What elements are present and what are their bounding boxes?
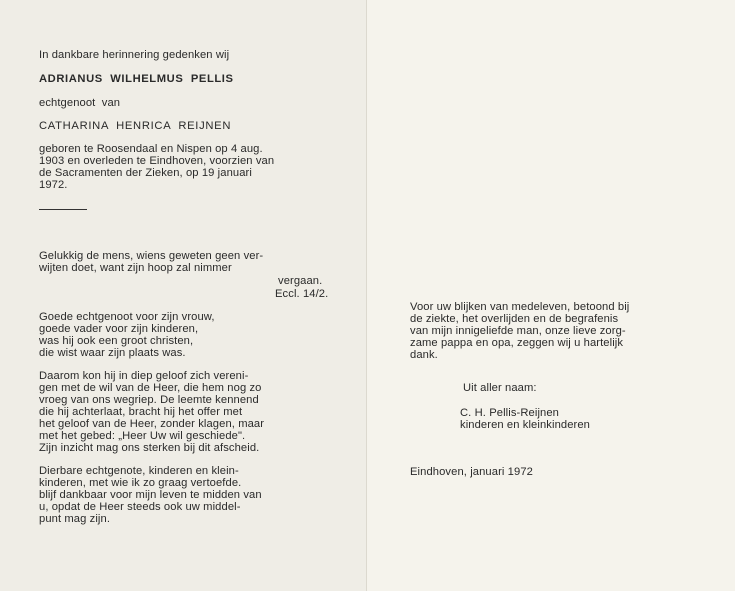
fold-line	[366, 0, 367, 591]
paragraph1-line: die wist waar zijn plaats was.	[39, 347, 186, 359]
intro-text: In dankbare herinnering gedenken wij	[39, 49, 230, 61]
bio-line: 1972.	[39, 179, 68, 191]
paragraph2-line: gen met de wil van de Heer, die hem nog zo	[39, 382, 262, 394]
on-behalf-text: Uit aller naam:	[463, 382, 537, 394]
quote-line: wijten doet, want zijn hoop zal nimmer	[39, 262, 232, 274]
quote-line-end: vergaan.	[278, 275, 323, 287]
right-page	[366, 0, 735, 591]
paragraph2-line: met het gebed: „Heer Uw wil geschiede".	[39, 430, 246, 442]
signature-line: C. H. Pellis-Reijnen	[460, 407, 559, 419]
left-page	[0, 0, 366, 591]
paragraph2-line: het geloof van de Heer, zonder klagen, maar	[39, 418, 265, 430]
bio-line: geboren te Roosendaal en Nispen op 4 aug.	[39, 143, 263, 155]
paragraph2-line: Daarom kon hij in diep geloof zich vereni-	[39, 370, 249, 382]
paragraph1-line: goede vader voor zijn kinderen,	[39, 323, 199, 335]
paragraph1-line: was hij ook een groot christen,	[39, 335, 194, 347]
spouse-name: CATHARINA HENRICA REIJNEN	[39, 120, 232, 132]
bio-line: 1903 en overleden te Eindhoven, voorzien van	[39, 155, 275, 167]
thanks-line: Voor uw blijken van medeleven, betoond bij	[410, 301, 630, 313]
thanks-line: van mijn innigeliefde man, onze lieve zorg-	[410, 325, 626, 337]
thanks-line: dank.	[410, 349, 438, 361]
paragraph1-line: Goede echtgenoot voor zijn vrouw,	[39, 311, 215, 323]
paragraph2-line: vroeg van ons wegriep. De leemte kennend	[39, 394, 259, 406]
quote-line: Gelukkig de mens, wiens geweten geen ver-	[39, 250, 264, 262]
paragraph2-line: die hij achterlaat, bracht hij het offer met	[39, 406, 243, 418]
paragraph3-line: u, opdat de Heer steeds ook uw middel-	[39, 501, 241, 513]
deceased-name: ADRIANUS WILHELMUS PELLIS	[39, 73, 234, 85]
paragraph3-line: blijf dankbaar voor mijn leven te midden van	[39, 489, 262, 501]
place-date: Eindhoven, januari 1972	[410, 466, 533, 478]
paragraph3-line: Dierbare echtgenote, kinderen en klein-	[39, 465, 239, 477]
paragraph2-line: Zijn inzicht mag ons sterken bij dit afscheid.	[39, 442, 260, 454]
thanks-line: zame pappa en opa, zeggen wij u hartelijk	[410, 337, 624, 349]
paragraph3-line: kinderen, met wie ik zo graag vertoefde.	[39, 477, 242, 489]
thanks-line: de ziekte, het overlijden en de begrafenis	[410, 313, 619, 325]
divider-line	[39, 209, 87, 210]
quote-source: Eccl. 14/2.	[275, 288, 329, 300]
relation-text: echtgenoot van	[39, 97, 121, 109]
signature-line: kinderen en kleinkinderen	[460, 419, 590, 431]
paragraph3-line: punt mag zijn.	[39, 513, 111, 525]
bio-line: de Sacramenten der Zieken, op 19 januari	[39, 167, 252, 179]
